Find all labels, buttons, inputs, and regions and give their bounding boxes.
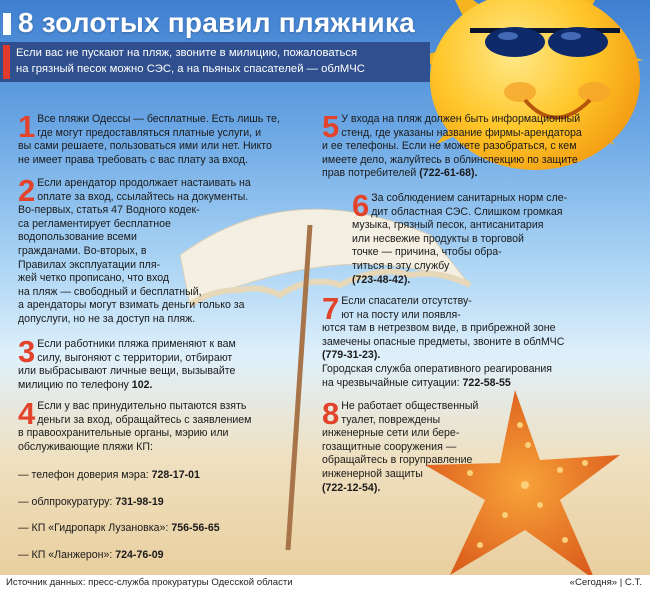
rule-8	[322, 396, 502, 495]
rule-5	[322, 109, 627, 181]
rule-text: Если у вас принудительно пытаются взять деньги за вход, обращайтесь с заявлением в правоохранительные органы, мэрию или обслуживающие пляжи КП:	[18, 400, 252, 453]
rule-text-body: Если работники пляжа применяют к вам силу, выгоняют с территории, отбирают или выбрасывают личные вещи, вызывайте милицию по телефону	[18, 338, 236, 391]
rule-number: 1	[18, 109, 36, 144]
phone-number: 731-98-19	[115, 495, 164, 508]
rule-4	[18, 396, 318, 575]
rule-number: 4	[18, 396, 36, 431]
rule-text	[18, 334, 298, 392]
rule-extra-text: Городская служба оперативного реагирования на чрезвычайные ситуации:	[322, 362, 552, 389]
phone-number: 102.	[131, 378, 153, 391]
page-title: 8 золотых правил пляжника	[18, 7, 415, 38]
rule-number: 2	[18, 173, 36, 208]
page-subtitle: Если вас не пускают на пляж, звоните в милицию, пожаловаться на грязный песок можно СЭС, а на пьяных спасателей — облМЧС	[16, 47, 365, 75]
phone-number: (723-48-42).	[352, 273, 411, 286]
rule-number: 5	[322, 109, 340, 144]
phone-number: 756-56-65	[171, 522, 220, 535]
rule-number: 7	[322, 291, 340, 326]
rule-7	[322, 291, 627, 390]
contact-label: — КП «Ланжерон»:	[18, 549, 116, 562]
rule-2	[18, 173, 303, 327]
contact-label: — КП «Гидропарк Лузановка»:	[18, 522, 172, 535]
rule-text	[322, 396, 502, 495]
phone-number: 728-17-01	[151, 468, 200, 481]
phone-number: 722-58-55	[462, 376, 511, 389]
rule-text-body: Если спасатели отсутству- ют на посту или появля- ются там в нетрезвом виде, в прибрежной зоне замечены опасные предметы, звоните в облМЧС	[322, 295, 565, 348]
footer	[0, 575, 650, 593]
contact-item	[18, 496, 318, 509]
subtitle-accent	[3, 45, 10, 79]
subtitle-band	[0, 42, 430, 82]
sunglasses-illustration	[470, 22, 620, 62]
contact-item	[18, 469, 318, 482]
rule-text: Если арендатор продолжает настаивать на оплате за вход, ссылайтесь на документы. Во-первых, статья 47 Водного кодек- са регламентирует бесплатное водопользование всеми гражданами. Во-вторых, в Правилах эксплуатации пля- жей четко прописано, что вход на пляж — свободный и бесплатный, а арендаторы могут взимать деньги только за допуслуги, но не за доступ на пляж.	[18, 177, 251, 325]
contact-item	[18, 522, 318, 535]
rule-3	[18, 334, 298, 392]
phone-number: (722-12-54).	[322, 481, 381, 494]
title-marker	[3, 13, 11, 35]
contact-label: — телефон доверия мэра:	[18, 468, 152, 481]
source-note: Источник данных: пресс-служба прокуратуры Одесской области	[6, 577, 293, 588]
rule-6	[352, 188, 617, 287]
rule-text	[352, 188, 617, 287]
phone-number: (779-31-23).	[322, 349, 381, 362]
rule-text	[322, 291, 627, 390]
rule-text	[322, 109, 627, 181]
rule-text-body: За соблюдением санитарных норм сле- дит областная СЭС. Слишком громкая музыка, грязный песок, антисанитария или несвежие продукты в торговой точке — причина, чтобы обра- титься в эту службу	[352, 192, 568, 272]
rule-text-body: У входа на пляж должен быть информационный стенд, где указаны название фирмы-арендатора и ее телефоны. Если не можете разобраться, с кем имеете дело, жалуйтесь в облинспекцию по защите прав потребителей	[322, 113, 582, 180]
title-block	[0, 5, 440, 39]
credit-note: «Сегодня» | С.Т.	[569, 577, 642, 588]
contact-label: — облпрокуратуру:	[18, 495, 116, 508]
rule-number: 8	[322, 396, 340, 431]
rule-text: Все пляжи Одессы — бесплатные. Есть лишь те, где могут предоставляться платные услуги, и вы сами решаете, пользоваться ими или нет. Никто не имеет права требовать с вас плату за вход.	[18, 113, 280, 166]
phone-number: (722-61-68).	[419, 167, 478, 180]
phone-number: 724-76-09	[115, 549, 164, 562]
contacts-list	[18, 455, 318, 575]
contact-item	[18, 549, 318, 562]
rule-number: 6	[352, 188, 370, 223]
rule-number: 3	[18, 334, 36, 369]
rule-1	[18, 109, 318, 167]
rule-text-body: Не работает общественный туалет, повреждены инженерные сети или бере- гозащитные сооружения — обращайтесь в горуправление инженерной защиты	[322, 400, 479, 480]
